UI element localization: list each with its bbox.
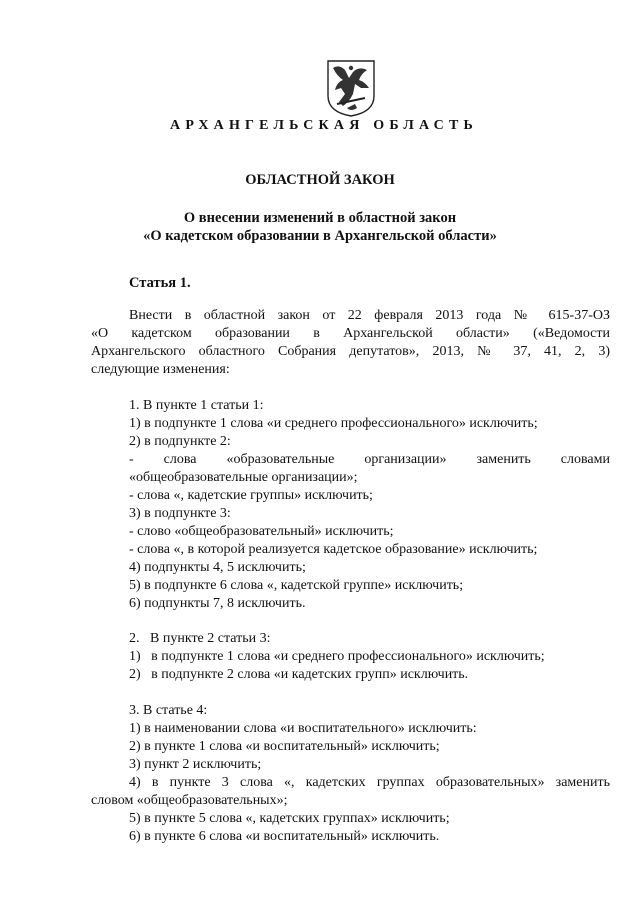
article-heading: Статья 1. <box>129 275 191 291</box>
item-line: 3) в подпункте 3: <box>129 506 231 521</box>
region-name: АРХАНГЕЛЬСКАЯ ОБЛАСТЬ <box>170 118 478 133</box>
item-line: 6) подпункты 7, 8 исключить. <box>129 596 306 611</box>
item-line: 6) в пункте 6 слова «и воспитательный» исключить. <box>129 829 440 844</box>
item-line: 1. В пункте 1 статьи 1: <box>129 398 264 413</box>
item-line: 2) в пункте 1 слова «и воспитательный» исключить; <box>129 739 440 754</box>
item-line: - слово «общеобразовательный» исключить; <box>129 524 394 539</box>
item-line: 4) подпункты 4, 5 исключить; <box>129 560 306 575</box>
item-line: - слова «образовательные организации» заменить словами <box>129 452 610 467</box>
item-line: «общеобразовательные организации»; <box>129 470 358 485</box>
item-line: - слова «, кадетские группы» исключить; <box>129 488 373 503</box>
item-line: 2) в подпункте 2 слова «и кадетских групп» исключить. <box>129 667 469 682</box>
intro-line: Архангельского областного Собрания депутатов», 2013, № 37, 41, 2, 3) <box>91 344 610 359</box>
law-title-line: О внесении изменений в областной закон <box>183 210 457 226</box>
coat-of-arms-icon <box>325 58 377 118</box>
item-line: 4) в пункте 3 слова «, кадетских группах образовательных» заменить <box>129 775 610 790</box>
item-line: 1) в подпункте 1 слова «и среднего профессионального» исключить; <box>129 416 538 431</box>
item-line: 1) в подпункте 1 слова «и среднего профессионального» исключить; <box>129 649 545 664</box>
item-line: - слова «, в которой реализуется кадетское образование» исключить; <box>129 542 538 557</box>
item-line: 5) в подпункте 6 слова «, кадетской группе» исключить; <box>129 578 464 593</box>
item-line: 2. В пункте 2 статьи 3: <box>129 631 271 646</box>
law-title-line: «О кадетском образовании в Архангельской области» <box>143 228 497 244</box>
law-title <box>0 209 640 245</box>
law-type: ОБЛАСТНОЙ ЗАКОН <box>245 172 395 188</box>
intro-line: Внести в областной закон от 22 февраля 2013 года № 615-37-ОЗ <box>129 308 610 323</box>
item-line: словом «общеобразовательных»; <box>91 793 288 808</box>
intro-line: «О кадетском образовании в Архангельской области» («Ведомости <box>91 326 610 341</box>
item-line: 1) в наименовании слова «и воспитательного» исключить: <box>129 721 477 736</box>
intro-line: следующие изменения: <box>91 362 230 377</box>
item-line: 5) в пункте 5 слова «, кадетских группах» исключить; <box>129 811 450 826</box>
item-line: 2) в подпункте 2: <box>129 434 231 449</box>
item-line: 3. В статье 4: <box>129 703 208 718</box>
item-line: 3) пункт 2 исключить; <box>129 757 262 772</box>
